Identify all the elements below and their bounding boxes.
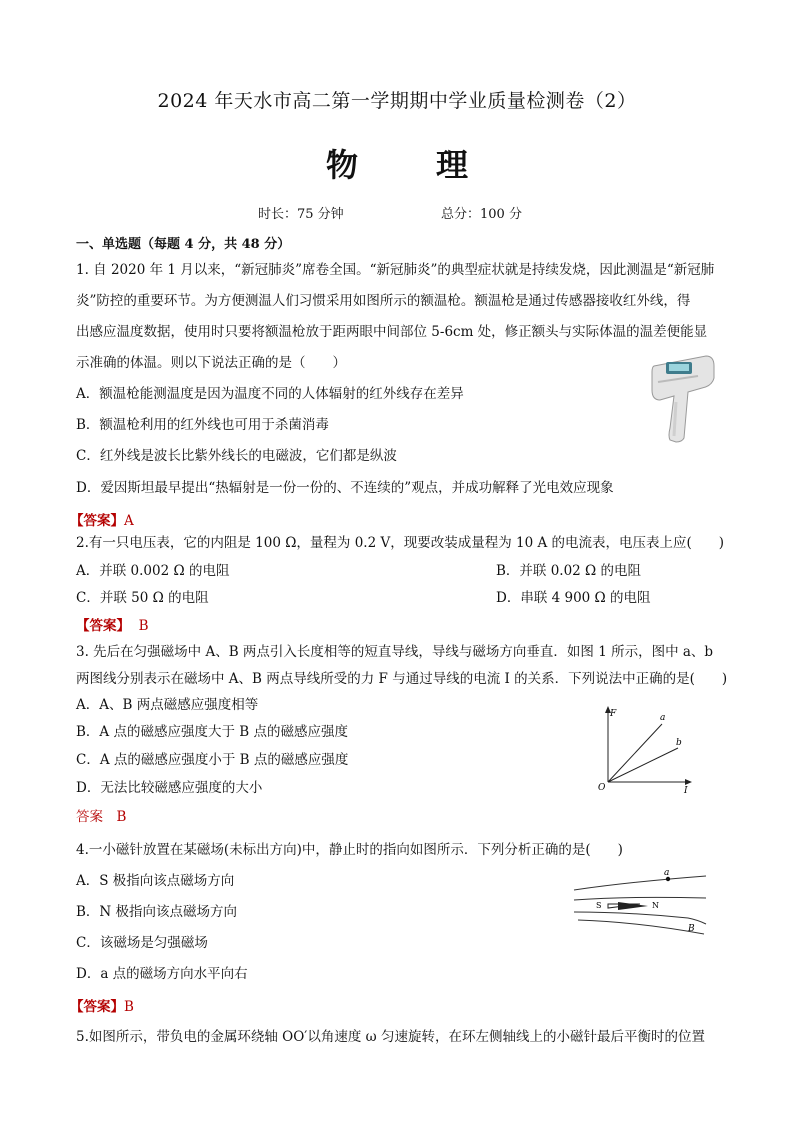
graph-label-a: a <box>660 713 666 723</box>
q4-option-c: C．该磁场是匀强磁场 <box>76 935 208 951</box>
q1-stem-line1: 1. 自 2020 年 1 月以来，“新冠肺炎”席卷全国。“新冠肺炎”的典型症状就是持续发烧，因此测温是“新冠肺 <box>76 262 715 278</box>
q3-option-d: D．无法比较磁感应强度的大小 <box>76 780 263 796</box>
graph-line-a <box>608 724 662 782</box>
field-line-3 <box>574 912 706 924</box>
field-line-1 <box>574 876 706 890</box>
q3-option-a: A．A、B 两点磁感应强度相等 <box>76 697 259 713</box>
total-score: 总分：100 分 <box>441 207 522 222</box>
duration: 时长：75 分钟 <box>258 207 344 222</box>
q4-option-a: A．S 极指向该点磁场方向 <box>76 873 235 889</box>
q3-stem-line2: 两图线分别表示在磁场中 A、B 两点导线所受的力 F 与通过导线的电流 I 的关系．下列说法中正确的是( ) <box>76 671 728 687</box>
q2-answer <box>76 614 149 634</box>
q2-answer-key: 【答案】 <box>76 618 130 634</box>
x-axis-arrow-icon <box>685 779 692 785</box>
q1-answer-key: 【答案】 <box>70 513 124 529</box>
q1-answer-value: A <box>124 513 134 529</box>
q1-option-d: D．爱因斯坦最早提出“热辐射是一份一份的、不连续的”观点，并成功解释了光电效应现象 <box>76 480 614 496</box>
field-line-2 <box>574 897 706 900</box>
q3-stem-line1: 3. 先后在匀强磁场中 A、B 两点引入长度相等的短直导线，导线与磁场方向垂直．如图 1 所示，图中 a、b <box>76 644 714 660</box>
q2-option-a: A．并联 0.002 Ω 的电阻 <box>76 563 230 579</box>
q1-stem-line4: 示准确的体温。则以下说法正确的是（ ） <box>76 355 346 371</box>
q1-stem-line2: 炎”防控的重要环节。为方便测温人们习惯采用如图所示的额温枪。额温枪是通过传感器接收红外线，得 <box>76 293 691 309</box>
q2-option-b: B．并联 0.02 Ω 的电阻 <box>496 563 642 579</box>
graph-line-b <box>608 748 678 782</box>
q4-option-d: D．a 点的磁场方向水平向右 <box>76 966 248 982</box>
q3-answer: 答案 B <box>76 809 127 825</box>
graph-label-b: b <box>676 738 682 748</box>
graph-origin-label: O <box>598 783 606 793</box>
q4-answer-key: 【答案】 <box>70 999 124 1015</box>
compass-needle-icon <box>618 902 648 910</box>
needle-n-label: N <box>652 901 659 910</box>
needle-s-label: S <box>596 901 602 910</box>
q4-stem: 4.一小磁针放置在某磁场(未标出方向)中，静止时的指向如图所示．下列分析正确的是( ) <box>76 842 623 858</box>
q2-stem: 2.有一只电压表，它的内阻是 100 Ω，量程为 0.2 V，现要改装成量程为 10 A 的电流表，电压表上应( ) <box>76 535 725 551</box>
q2-option-d: D．串联 4 900 Ω 的电阻 <box>496 590 651 606</box>
q4-option-b: B．N 极指向该点磁场方向 <box>76 904 238 920</box>
q2-answer-value: B <box>138 618 149 634</box>
figure-label-a: a <box>664 868 670 878</box>
q3-option-b: B．A 点的磁感应强度大于 B 点的磁感应强度 <box>76 724 348 740</box>
section-heading: 一、单选题（每题 4 分，共 48 分） <box>76 237 291 252</box>
q4-answer <box>70 995 134 1015</box>
exam-title: 2024 年天水市高二第一学期期中学业质量检测卷（2） <box>157 90 637 112</box>
f-i-graph <box>592 702 702 794</box>
graph-y-label: F <box>610 709 617 719</box>
q1-answer <box>70 509 134 529</box>
subject-title: 物理 <box>325 146 546 184</box>
figure-label-b: B <box>688 924 695 934</box>
q5-stem: 5.如图所示，带负电的金属环绕轴 OO′以角速度 ω 匀速旋转，在环左侧轴线上的小磁针最后平衡时的位置 <box>76 1029 705 1045</box>
q3-option-c: C．A 点的磁感应强度小于 B 点的磁感应强度 <box>76 752 349 768</box>
q1-option-a: A．额温枪能测温度是因为温度不同的人体辐射的红外线存在差异 <box>76 386 464 402</box>
q4-answer-value: B <box>124 999 134 1015</box>
thermometer-gun-image <box>648 352 718 444</box>
magnetic-field-figure <box>568 868 712 940</box>
field-line-4 <box>578 920 704 934</box>
q1-option-b: B．额温枪利用的红外线也可用于杀菌消毒 <box>76 417 329 433</box>
q1-stem-line3: 出感应温度数据，使用时只要将额温枪放于距两眼中间部位 5-6cm 处，修正额头与实际体温的温差便能显 <box>76 324 708 340</box>
graph-x-label: I <box>684 786 688 794</box>
q2-option-c: C．并联 50 Ω 的电阻 <box>76 590 209 606</box>
q1-option-c: C．红外线是波长比紫外线长的电磁波，它们都是纵波 <box>76 448 397 464</box>
